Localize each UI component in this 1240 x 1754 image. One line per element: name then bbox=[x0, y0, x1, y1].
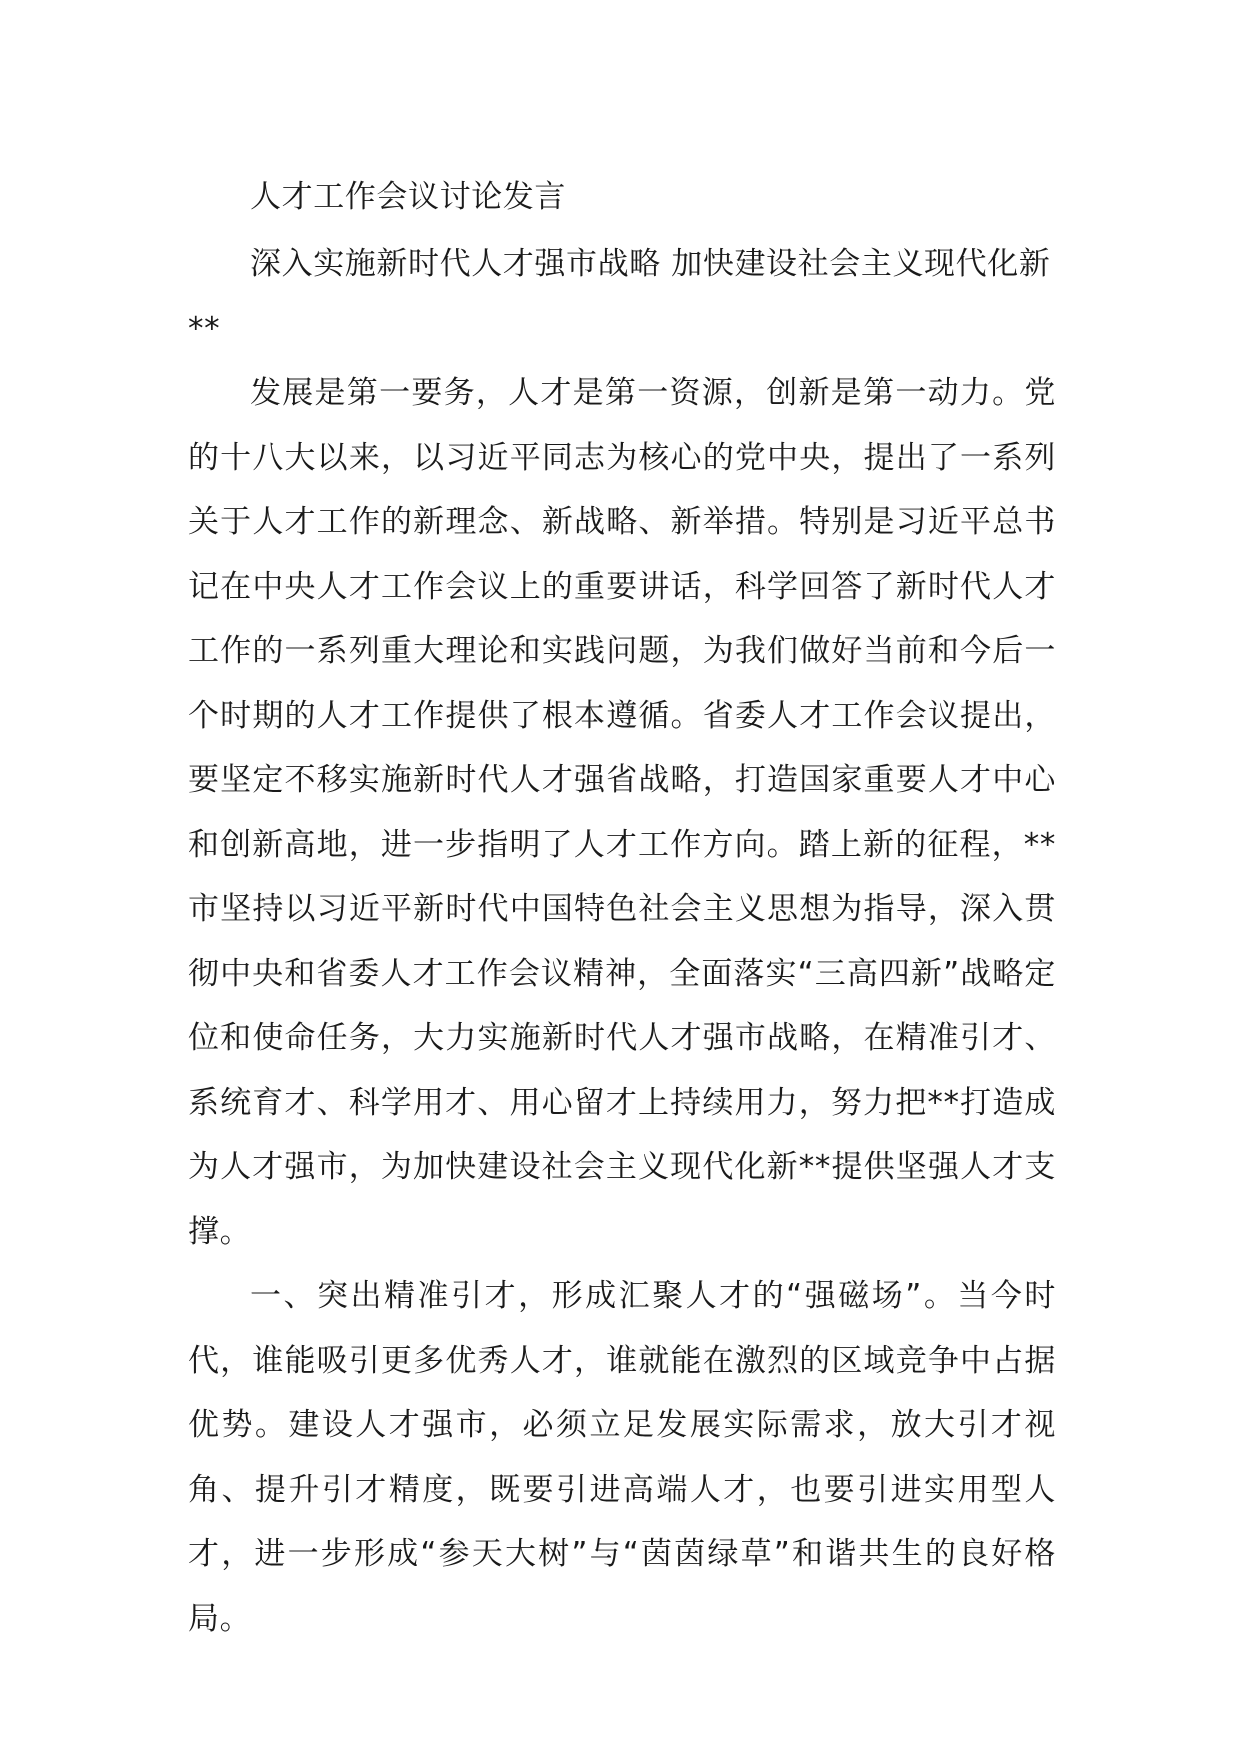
document-subtitle: 深入实施新时代人才强市战略 加快建设社会主义现代化新** bbox=[188, 246, 1051, 347]
body-paragraph: 一、突出精准引才，形成汇聚人才的“强磁场”。当今时代，谁能吸引更多优秀人才，谁就能在激烈的区域竞争中占据优势。建设人才强市，必须立足发展实际需求，放大引才视角、提升引才精度，既要引进高端人才，也要引进实用型人才，进一步形成“参天大树”与“茵茵绿草”和谐共生的良好格局。 bbox=[188, 1278, 1056, 1637]
document-title: 人才工作会议讨论发言 bbox=[250, 179, 566, 215]
body-paragraph: 发展是第一要务，人才是第一资源，创新是第一动力。党的十八大以来，以习近平同志为核心的党中央，提出了一系列关于人才工作的新理念、新战略、新举措。特别是习近平总书记在中央人才工作会议上的重要讲话，科学回答了新时代人才工作的一系列重大理论和实践问题，为我们做好当前和今后一个时期的人才工作提供了根本遵循。省委人才工作会议提出，要坚定不移实施新时代人才强省战略，打造国家重要人才中心和创新高地，进一步指明了人才工作方向。踏上新的征程，**市坚持以习近平新时代中国特色社会主义思想为指导，深入贯彻中央和省委人才工作会议精神，全面落实“三高四新”战略定位和使命任务，大力实施新时代人才强市战略，在精准引才、系统育才、科学用才、用心留才上持续用力，努力把**打造成为人才强市，为加快建设社会主义现代化新**提供坚强人才支撑。 bbox=[188, 375, 1056, 1250]
